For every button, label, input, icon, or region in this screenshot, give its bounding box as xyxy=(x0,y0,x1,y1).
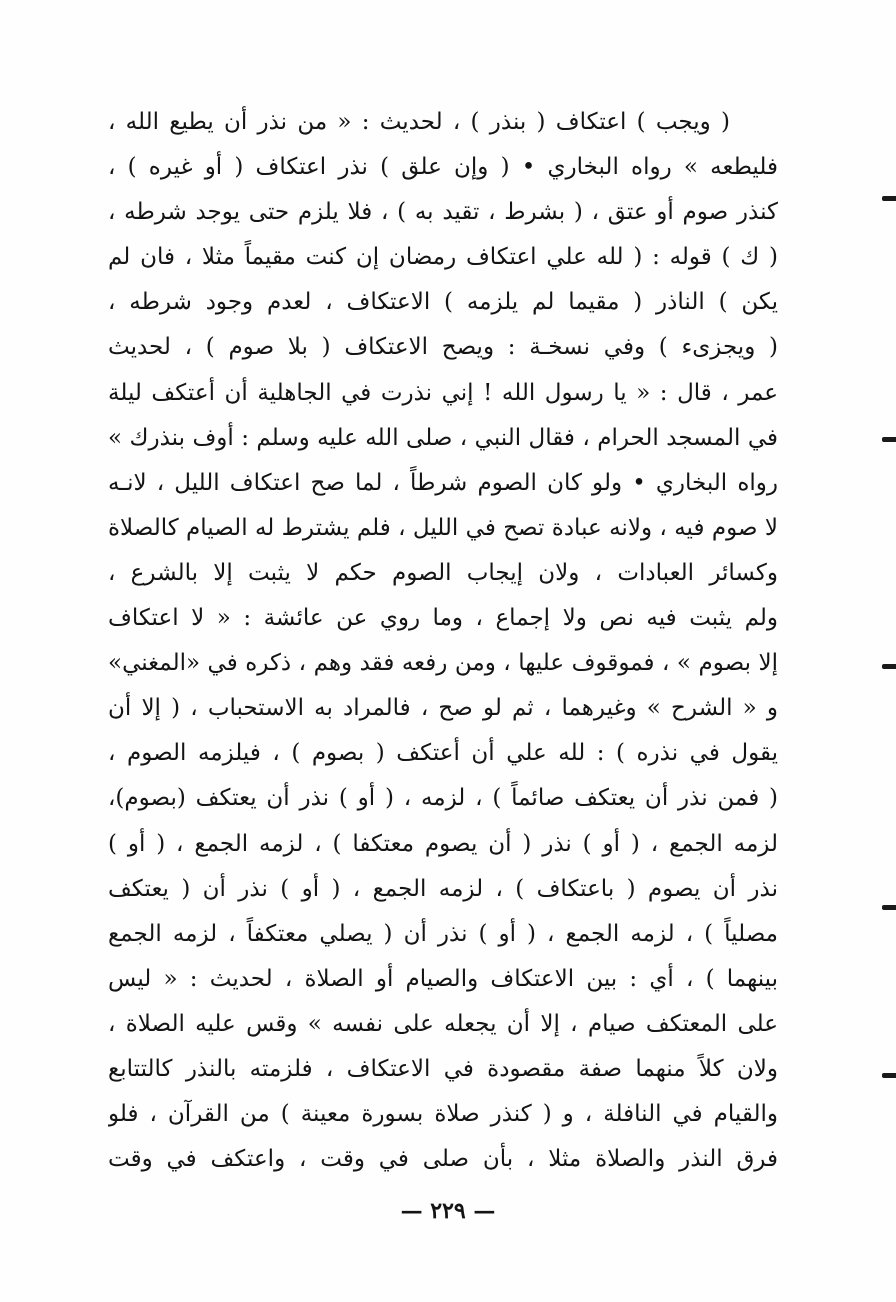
text-line-14: و « الشرح » وغيرهما ، ثم لو صح ، فالمراد به الاستحباب ، ( إلا أن xyxy=(108,695,778,722)
text-line-3: كنذر صوم أو عتق ، ( بشرط ، تقيد به ) ، فلا يلزم حتى يوجد شرطه ، xyxy=(108,199,778,226)
body-text xyxy=(108,100,778,1182)
text-line-17: لزمه الجمع ، ( أو ) نذر ( أن يصوم معتكفا ) ، لزمه الجمع ، ( أو ) xyxy=(108,830,778,857)
text-line-8: في المسجد الحرام ، فقال النبي ، صلى الله عليه وسلم : أوف بنذرك » xyxy=(108,424,778,451)
text-line-2: فليطعه » رواه البخاري • ( وإن علق ) نذر اعتكاف ( أو غيره ) ، xyxy=(108,154,778,181)
text-line-11: وكسائر العبادات ، ولان إيجاب الصوم حكم لا يثبت إلا بالشرع ، xyxy=(108,559,778,586)
edge-tick-mark xyxy=(882,196,896,201)
text-line-12: ولم يثبت فيه نص ولا إجماع ، وما روي عن عائشة : « لا اعتكاف xyxy=(108,605,778,632)
text-line-16: ( فمن نذر أن يعتكف صائماً ) ، لزمه ، ( أو ) نذر أن يعتكف (بصوم)، xyxy=(108,785,778,812)
text-line-18: نذر أن يصوم ( باعتكاف ) ، لزمه الجمع ، ( أو ) نذر أن ( يعتكف xyxy=(108,875,778,902)
text-line-23: والقيام في النافلة ، و ( كنذر صلاة بسورة معينة ) من القرآن ، فلو xyxy=(108,1101,778,1128)
edge-tick-mark xyxy=(882,437,896,442)
text-line-15: يقول في نذره ) : لله علي أن أعتكف ( بصوم ) ، فيلزمه الصوم ، xyxy=(108,740,778,767)
text-line-5: يكن ) الناذر ( مقيما لم يلزمه ) الاعتكاف ، لعدم وجود شرطه ، xyxy=(108,289,778,316)
text-line-24: فرق النذر والصلاة مثلا ، بأن صلى في وقت ، واعتكف في وقت xyxy=(108,1146,778,1173)
text-line-1: ( ويجب ) اعتكاف ( بنذر ) ، لحديث : « من نذر أن يطيع الله ، xyxy=(108,109,730,135)
text-line-13: إلا بصوم » ، فموقوف عليها ، ومن رفعه فقد وهم ، ذكره في «المغني» xyxy=(108,650,778,677)
text-line-19: مصلياً ) ، لزمه الجمع ، ( أو ) نذر أن ( يصلي معتكفاً ، لزمه الجمع xyxy=(108,920,778,947)
page-number: — ٢٢٩ — xyxy=(400,1198,496,1224)
text-line-4: ( ك ) قوله : ( لله علي اعتكاف رمضان إن كنت مقيماً مثلا ، فان لم xyxy=(108,244,778,271)
edge-tick-mark xyxy=(882,664,896,669)
text-line-21: على المعتكف صيام ، إلا أن يجعله على نفسه » وقس عليه الصلاة ، xyxy=(108,1010,778,1037)
text-line-6: ( ويجزىء ) وفي نسخـة : ويصح الاعتكاف ( بلا صوم ) ، لحديث xyxy=(108,334,778,361)
edge-tick-mark xyxy=(882,1073,896,1078)
edge-tick-mark xyxy=(882,905,896,910)
text-line-20: بينهما ) ، أي : بين الاعتكاف والصيام أو الصلاة ، لحديث : « ليس xyxy=(108,965,778,992)
text-line-9: رواه البخاري • ولو كان الصوم شرطاً ، لما صح اعتكاف الليل ، لانـه xyxy=(108,469,778,496)
text-line-10: لا صوم فيه ، ولانه عبادة تصح في الليل ، فلم يشترط له الصيام كالصلاة xyxy=(108,514,778,541)
text-line-7: عمر ، قال : « يا رسول الله ! إني نذرت في الجاهلية أن أعتكف ليلة xyxy=(108,379,778,406)
text-line-22: ولان كلاً منهما صفة مقصودة في الاعتكاف ، فلزمته بالنذر كالتتابع xyxy=(108,1055,778,1082)
